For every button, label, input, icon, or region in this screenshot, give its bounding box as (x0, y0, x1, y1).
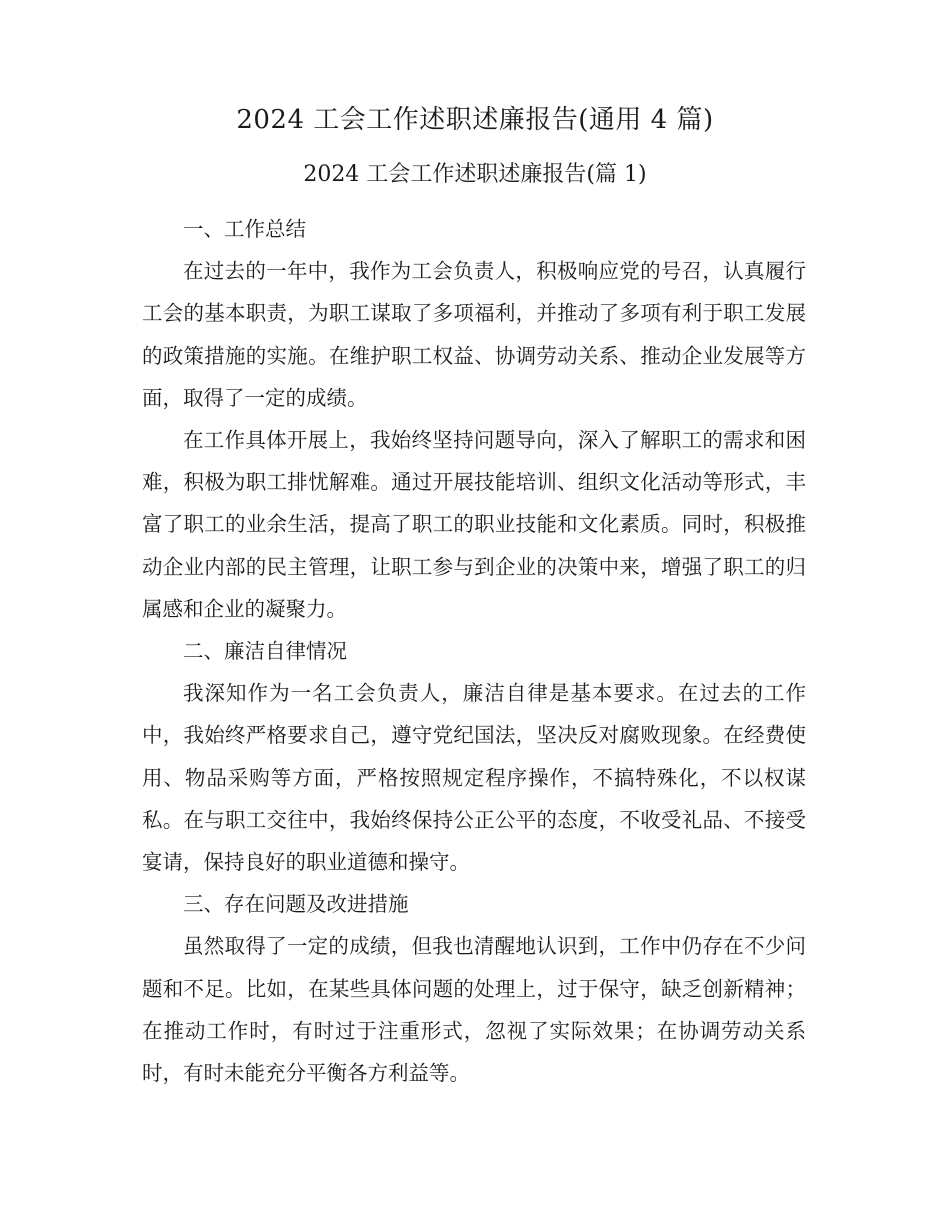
section-heading-integrity: 二、廉洁自律情况 (183, 639, 347, 664)
document-subtitle: 2024 工会工作述职述廉报告(篇 1) (303, 162, 647, 187)
document-body (142, 208, 806, 1094)
paragraph: 虽然取得了一定的成绩，但我也清醒地认识到，工作中仍存在不少问题和不足。比如，在某些具体问题的处理上，过于保守，缺乏创新精神；在推动工作时，有时过于注重形式，忽视了实际效果；在协调劳动关系时，有时未能充分平衡各方利益等。 (142, 934, 806, 1086)
document-title: 2024 工会工作述职述廉报告(通用 4 篇) (236, 105, 714, 135)
section-heading-work-summary: 一、工作总结 (183, 217, 306, 241)
paragraph: 我深知作为一名工会负责人，廉洁自律是基本要求。在过去的工作中，我始终严格要求自己，遵守党纪国法，坚决反对腐败现象。在经费使用、物品采购等方面，严格按照规定程序操作，不搞特殊化，不以权谋私。在与职工交往中，我始终保持公正公平的态度，不收受礼品、不接受宴请，保持良好的职业道德和操守。 (142, 681, 806, 875)
section-heading-problems: 三、存在问题及改进措施 (183, 892, 409, 917)
paragraph: 在工作具体开展上，我始终坚持问题导向，深入了解职工的需求和困难，积极为职工排忧解难。通过开展技能培训、组织文化活动等形式，丰富了职工的业余生活，提高了职工的职业技能和文化素质。同时，积极推动企业内部的民主管理，让职工参与到企业的决策中来，增强了职工的归属感和企业的凝聚力。 (142, 428, 806, 621)
paragraph: 在过去的一年中，我作为工会负责人，积极响应党的号召，认真履行工会的基本职责，为职工谋取了多项福利，并推动了多项有利于职工发展的政策措施的实施。在维护职工权益、协调劳动关系、推动企业发展等方面，取得了一定的成绩。 (142, 259, 806, 410)
